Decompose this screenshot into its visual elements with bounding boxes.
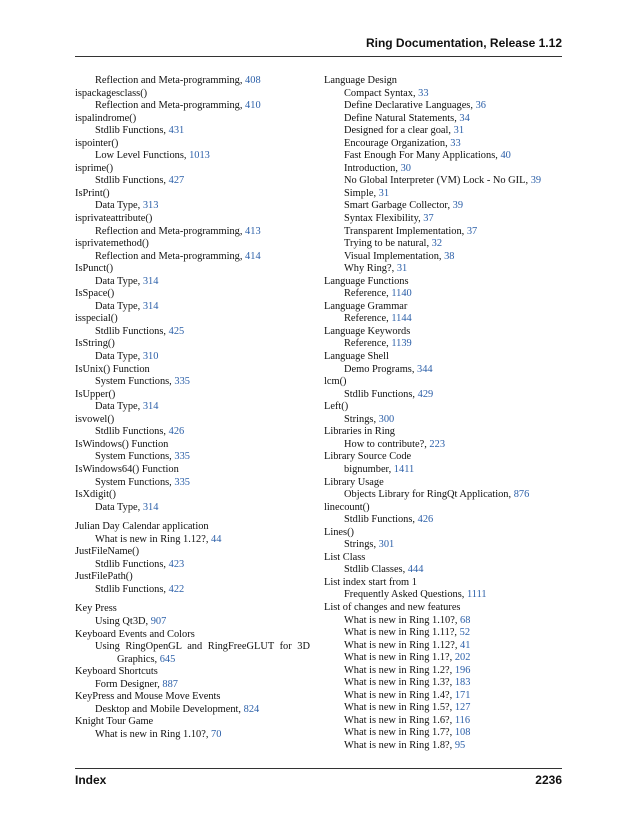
page-reference-link[interactable]: 223	[429, 438, 446, 450]
page-reference-link[interactable]: 70	[211, 728, 222, 740]
page-reference-link[interactable]: 313	[142, 200, 159, 212]
index-subentry	[324, 389, 562, 402]
page-reference-link[interactable]: 33	[450, 137, 461, 149]
index-entry-text: IsPunct()	[75, 263, 114, 275]
index-subentry	[324, 150, 562, 163]
page-reference-link[interactable]: 335	[174, 476, 190, 488]
index-entry-text: Frequently Asked Questions,	[344, 589, 467, 601]
index-entry-text: Simple,	[344, 187, 379, 199]
index-subentry	[75, 451, 310, 464]
index-entry-text: Define Natural Statements,	[344, 112, 460, 124]
page-reference-link[interactable]: 1144	[391, 313, 412, 325]
index-entry-text: Using Qt3D,	[95, 615, 151, 627]
index-entry-text: Stdlib Functions,	[344, 514, 418, 526]
index-entry-text: What is new in Ring 1.11?,	[344, 627, 460, 639]
page-reference-link[interactable]: 907	[150, 615, 167, 627]
index-subentry	[324, 727, 562, 740]
index-entry-text: Reference,	[344, 288, 392, 300]
index-entry-text: What is new in Ring 1.1?,	[344, 652, 455, 664]
index-subentry	[324, 514, 562, 527]
index-entry-text: Reflection and Meta-programming,	[95, 225, 246, 237]
index-entry-text: lcm()	[324, 376, 347, 388]
index-entry	[324, 477, 562, 490]
index-entry	[75, 213, 310, 226]
index-subentry	[324, 702, 562, 715]
index-subentry	[75, 679, 310, 692]
index-entry-text: JustFilePath()	[75, 571, 133, 583]
page-number: 2236	[535, 773, 562, 787]
page-reference-link[interactable]: 408	[245, 75, 261, 86]
index-subentry	[324, 188, 562, 201]
index-entry-text: Lines()	[324, 526, 355, 538]
index-entry	[324, 326, 562, 339]
index-entry-text: Language Shell	[324, 351, 389, 363]
index-entry-text: Introduction,	[344, 162, 401, 174]
index-subentry	[324, 652, 562, 665]
index-entry-text: Encourage Organization,	[344, 137, 451, 149]
index-entry	[75, 521, 310, 534]
page-reference-link[interactable]: 108	[454, 727, 471, 739]
index-entry-text: IsUpper()	[75, 388, 116, 400]
index-entry-text: ispalindrome()	[75, 112, 137, 124]
index-entry-text: How to contribute?,	[344, 438, 430, 450]
index-entry-text: isprivateattribute()	[75, 213, 153, 225]
index-subentry	[75, 584, 310, 597]
page-reference-link[interactable]: 300	[378, 413, 395, 425]
index-entry-text: linecount()	[324, 501, 370, 513]
index-subentry	[75, 326, 310, 339]
page-reference-link[interactable]: 33	[418, 87, 429, 99]
page-reference-link[interactable]: 824	[243, 703, 260, 715]
index-entry	[75, 716, 310, 729]
index-subentry	[75, 100, 310, 113]
index-entry-text: Objects Library for RingQt Application,	[344, 489, 514, 501]
page-reference-link[interactable]: 31	[453, 125, 465, 137]
index-entry-text: Stdlib Functions,	[95, 125, 169, 137]
page-reference-link[interactable]: 414	[245, 250, 261, 262]
index-entry-text: Define Declarative Languages,	[344, 100, 476, 112]
index-column-right	[324, 75, 562, 753]
page-reference-link[interactable]: 876	[513, 489, 530, 501]
index-entry-text: What is new in Ring 1.12?,	[344, 639, 461, 651]
index-entry	[75, 188, 310, 201]
index-entry-text: Designed for a clear goal,	[344, 125, 454, 137]
page-reference-link[interactable]: 1411	[393, 463, 415, 475]
index-entry-text: Stdlib Functions,	[344, 388, 418, 400]
index-entry-text: Graphics,	[117, 653, 160, 665]
index-entry-text: Strings,	[344, 539, 379, 551]
page-reference-link[interactable]: 36	[475, 100, 486, 112]
page-reference-link[interactable]: 1140	[391, 288, 412, 300]
index-entry-text: Reflection and Meta-programming,	[95, 75, 246, 86]
index-subentry	[324, 564, 562, 577]
index-entry-text: Trying to be natural,	[344, 238, 432, 250]
index-entry-text: isspecial()	[75, 313, 118, 325]
index-entry-text: What is new in Ring 1.6?,	[344, 714, 455, 726]
page-reference-link[interactable]: 68	[460, 614, 471, 626]
index-entry-text: Key Press	[75, 603, 117, 615]
index-entry	[324, 451, 562, 464]
index-subentry	[75, 376, 310, 389]
page-reference-link[interactable]: 422	[168, 583, 185, 595]
page-reference-link[interactable]: 410	[245, 100, 261, 112]
index-subentry	[75, 226, 310, 239]
page-reference-link[interactable]: 116	[454, 714, 471, 726]
index-entry-text: System Functions,	[95, 476, 175, 488]
index-subentry	[324, 175, 562, 188]
index-subentry	[75, 200, 310, 213]
index-entry-text: Library Source Code	[324, 451, 412, 463]
index-entry-text: IsXdigit()	[75, 489, 116, 501]
index-entry-text: Smart Garbage Collector,	[344, 200, 453, 212]
index-entry	[75, 571, 310, 584]
index-entry-text: Keyboard Events and Colors	[75, 628, 195, 640]
index-entry-text: Language Keywords	[324, 325, 411, 337]
index-subentry	[75, 150, 310, 163]
index-subentry	[324, 113, 562, 126]
index-entry	[324, 376, 562, 389]
page-reference-link[interactable]: 39	[530, 175, 542, 187]
index-entry	[75, 464, 310, 477]
index-entry-text: What is new in Ring 1.10?,	[344, 614, 461, 626]
index-entry-text: Language Grammar	[324, 300, 408, 312]
index-entry-text: What is new in Ring 1.3?,	[344, 677, 455, 689]
index-subentry	[324, 288, 562, 301]
index-entry	[324, 602, 562, 615]
index-subentry	[324, 125, 562, 138]
index-entry-text: List of changes and new features	[324, 601, 461, 613]
index-subentry	[75, 276, 310, 289]
index-entry-text: Left()	[324, 401, 349, 413]
page-reference-link[interactable]: 429	[417, 388, 434, 400]
page-reference-link[interactable]: 427	[168, 175, 185, 187]
index-subentry	[324, 464, 562, 477]
page-reference-link[interactable]: 127	[454, 702, 471, 714]
index-entry-text: ispackagesclass()	[75, 87, 148, 99]
page-reference-link[interactable]: 310	[142, 351, 159, 363]
page-reference-link[interactable]: 1139	[391, 338, 412, 350]
index-entry-text: What is new in Ring 1.10?,	[95, 728, 212, 740]
index-subentry	[75, 616, 310, 629]
index-subentry	[324, 615, 562, 628]
page-reference-link[interactable]: 423	[168, 558, 185, 570]
index-entry	[324, 401, 562, 414]
index-entry-text: isprivatemethod()	[75, 238, 149, 250]
page-reference-link[interactable]: 335	[174, 376, 190, 388]
index-entry	[75, 288, 310, 301]
index-subentry	[324, 200, 562, 213]
index-entry-text: Data Type,	[95, 401, 143, 413]
index-subentry	[75, 534, 310, 547]
page-reference-link[interactable]: 52	[459, 627, 471, 639]
index-subentry	[324, 677, 562, 690]
index-column-left	[75, 75, 310, 741]
page-reference-link[interactable]: 314	[142, 501, 159, 513]
index-entry-text: Libraries in Ring	[324, 426, 395, 438]
footer-rule	[75, 768, 562, 769]
index-subentry	[75, 251, 310, 264]
index-subentry	[75, 477, 310, 490]
index-entry-text: Knight Tour Game	[75, 716, 154, 728]
index-entry-text: isprime()	[75, 162, 114, 174]
index-entry-text: Why Ring?,	[344, 263, 397, 275]
index-entry-text: KeyPress and Mouse Move Events	[75, 691, 221, 703]
index-entry	[75, 414, 310, 427]
index-entry	[75, 439, 310, 452]
index-subentry	[324, 251, 562, 264]
index-entry-text: What is new in Ring 1.4?,	[344, 689, 455, 701]
index-entry	[75, 364, 310, 377]
index-entry-text: System Functions,	[95, 376, 175, 388]
index-entry-text: What is new in Ring 1.12?,	[95, 533, 212, 545]
index-entry	[75, 138, 310, 151]
index-entry-text: List Class	[324, 551, 366, 563]
index-subentry	[324, 313, 562, 326]
page-reference-link[interactable]: 887	[162, 678, 178, 690]
index-entry-text: JustFileName()	[75, 546, 140, 558]
index-entry-text: Data Type,	[95, 501, 143, 513]
index-entry	[324, 426, 562, 439]
index-subentry	[324, 338, 562, 351]
page-reference-link[interactable]: 645	[159, 653, 176, 665]
index-subentry	[75, 704, 310, 717]
index-entry-text: Low Level Functions,	[95, 150, 190, 162]
page-reference-link[interactable]: 37	[423, 213, 434, 225]
page-reference-link[interactable]: 38	[444, 250, 455, 262]
index-entry-text: Compact Syntax,	[344, 87, 419, 99]
index-subentry	[324, 489, 562, 502]
index-subentry	[75, 654, 310, 667]
index-entry	[75, 666, 310, 679]
running-header: Ring Documentation, Release 1.12	[365, 36, 562, 50]
index-entry-text: IsWindows() Function	[75, 438, 169, 450]
index-entry	[75, 88, 310, 101]
index-subentry	[324, 414, 562, 427]
page-reference-link[interactable]: 314	[142, 275, 159, 287]
index-entry-text: Demo Programs,	[344, 363, 418, 375]
index-entry-text: Reference,	[344, 313, 392, 325]
index-subentry	[324, 640, 562, 653]
page-reference-link[interactable]: 183	[454, 677, 471, 689]
index-entry-text: Julian Day Calendar application	[75, 521, 209, 533]
page-reference-link[interactable]: 1013	[189, 150, 210, 162]
index-subentry	[324, 665, 562, 678]
index-entry	[75, 238, 310, 251]
index-entry	[75, 489, 310, 502]
index-subentry	[75, 175, 310, 188]
index-entry-text: List index start from 1	[324, 576, 417, 588]
index-entry-text: Using RingOpenGL and RingFreeGLUT for 3D	[95, 641, 310, 653]
index-entry	[75, 629, 310, 642]
page-reference-link[interactable]: 30	[400, 162, 411, 174]
index-entry-text: Form Designer,	[95, 678, 163, 690]
index-entry-text: Reference,	[344, 338, 392, 350]
page-reference-link[interactable]: 413	[245, 225, 261, 237]
page-reference-link[interactable]: 314	[142, 300, 159, 312]
page-reference-link[interactable]: 39	[452, 200, 464, 212]
page-reference-link[interactable]: 40	[500, 150, 511, 162]
index-entry-text: isvowel()	[75, 413, 115, 425]
index-subentry	[75, 502, 310, 515]
index-entry-text: IsPrint()	[75, 187, 110, 199]
index-entry-text: Data Type,	[95, 300, 143, 312]
index-entry	[75, 389, 310, 402]
index-subentry	[324, 439, 562, 452]
page-reference-link[interactable]: 444	[407, 564, 424, 576]
index-entry-text: No Global Interpreter (VM) Lock - No GIL,	[344, 175, 531, 187]
page-reference-link[interactable]: 41	[460, 639, 471, 651]
index-entry	[75, 163, 310, 176]
index-entry	[75, 603, 310, 616]
index-entry	[324, 552, 562, 565]
index-subentry	[75, 641, 310, 654]
index-entry-text: Stdlib Functions,	[95, 558, 169, 570]
page-reference-link[interactable]: 31	[378, 187, 390, 199]
page-reference-link[interactable]: 426	[417, 514, 434, 526]
page-reference-link[interactable]: 425	[168, 325, 185, 337]
index-subentry	[75, 729, 310, 742]
index-entry	[324, 301, 562, 314]
index-entry-text: ispointer()	[75, 137, 119, 149]
index-entry-text: Stdlib Classes,	[344, 564, 408, 576]
page-reference-link[interactable]: 31	[396, 263, 408, 275]
header-rule	[75, 56, 562, 57]
index-entry-text: Stdlib Functions,	[95, 583, 169, 595]
index-subentry	[324, 213, 562, 226]
index-subentry	[324, 263, 562, 276]
page-reference-link[interactable]: 32	[431, 238, 443, 250]
page-reference-link[interactable]: 335	[174, 451, 190, 463]
index-subentry	[75, 301, 310, 314]
index-entry	[324, 502, 562, 515]
index-entry	[324, 276, 562, 289]
index-subentry	[324, 589, 562, 602]
index-entry-text: System Functions,	[95, 451, 175, 463]
index-subentry	[75, 75, 310, 88]
page-reference-link[interactable]: 44	[211, 533, 222, 545]
index-entry-text: Syntax Flexibility,	[344, 213, 424, 225]
index-subentry	[324, 740, 562, 753]
page-reference-link[interactable]: 426	[168, 426, 185, 438]
index-subentry	[324, 163, 562, 176]
index-entry	[324, 75, 562, 88]
index-entry-text: IsSpace()	[75, 288, 115, 300]
index-entry-text: Reflection and Meta-programming,	[95, 100, 246, 112]
index-subentry	[324, 138, 562, 151]
index-entry-text: Reflection and Meta-programming,	[95, 250, 246, 262]
index-entry-text: Transparent Implementation,	[344, 225, 467, 237]
page-reference-link[interactable]: 1111	[466, 589, 487, 601]
index-subentry	[75, 426, 310, 439]
index-entry-text: Data Type,	[95, 200, 143, 212]
index-entry-text: What is new in Ring 1.8?,	[344, 739, 455, 751]
index-entry-text: IsString()	[75, 338, 115, 350]
index-entry-text: IsWindows64() Function	[75, 463, 179, 475]
index-entry-text: What is new in Ring 1.7?,	[344, 727, 455, 739]
index-entry-text: What is new in Ring 1.2?,	[344, 664, 455, 676]
index-subentry	[324, 539, 562, 552]
index-entry-text: Desktop and Mobile Development,	[95, 703, 244, 715]
footer-section: Index	[75, 773, 107, 787]
index-entry-text: IsUnix() Function	[75, 363, 150, 375]
index-entry-text: Library Usage	[324, 476, 384, 488]
index-entry-text: Language Design	[324, 75, 397, 86]
index-entry-text: bignumber,	[344, 463, 394, 475]
index-entry-text: Stdlib Functions,	[95, 325, 169, 337]
index-subentry	[324, 88, 562, 101]
index-entry-text: Keyboard Shortcuts	[75, 666, 158, 678]
index-subentry	[75, 125, 310, 138]
index-entry-text: Visual Implementation,	[344, 250, 445, 262]
index-entry	[75, 546, 310, 559]
index-entry-text: Fast Enough For Many Applications,	[344, 150, 501, 162]
index-subentry	[324, 100, 562, 113]
index-subentry	[324, 715, 562, 728]
index-subentry	[75, 559, 310, 572]
index-entry	[75, 113, 310, 126]
index-entry-text: Data Type,	[95, 275, 143, 287]
page-reference-link[interactable]: 196	[454, 664, 471, 676]
index-entry	[75, 691, 310, 704]
index-entry	[75, 263, 310, 276]
index-entry	[75, 313, 310, 326]
index-entry-text: What is new in Ring 1.5?,	[344, 702, 455, 714]
page-reference-link[interactable]: 344	[417, 363, 433, 375]
index-subentry	[324, 238, 562, 251]
index-subentry	[324, 226, 562, 239]
index-subentry	[324, 690, 562, 703]
index-entry-text: Data Type,	[95, 351, 143, 363]
page-reference-link[interactable]: 37	[466, 225, 478, 237]
page-reference-link[interactable]: 202	[454, 652, 471, 664]
page-reference-link[interactable]: 301	[378, 539, 395, 551]
index-entry	[324, 527, 562, 540]
index-entry-text: Strings,	[344, 413, 379, 425]
index-subentry	[75, 351, 310, 364]
index-entry	[324, 351, 562, 364]
page-reference-link[interactable]: 171	[454, 689, 471, 701]
page-reference-link[interactable]: 95	[454, 739, 466, 751]
page-reference-link[interactable]: 34	[459, 112, 470, 124]
index-entry	[75, 338, 310, 351]
index-entry-text: Stdlib Functions,	[95, 426, 169, 438]
index-subentry	[324, 627, 562, 640]
page-reference-link[interactable]: 431	[168, 125, 185, 137]
index-subentry	[324, 364, 562, 377]
index-subentry	[75, 401, 310, 414]
index-entry	[324, 577, 562, 590]
index-entry-text: Language Functions	[324, 275, 409, 287]
index-entry-text: Stdlib Functions,	[95, 175, 169, 187]
page-reference-link[interactable]: 314	[142, 401, 159, 413]
